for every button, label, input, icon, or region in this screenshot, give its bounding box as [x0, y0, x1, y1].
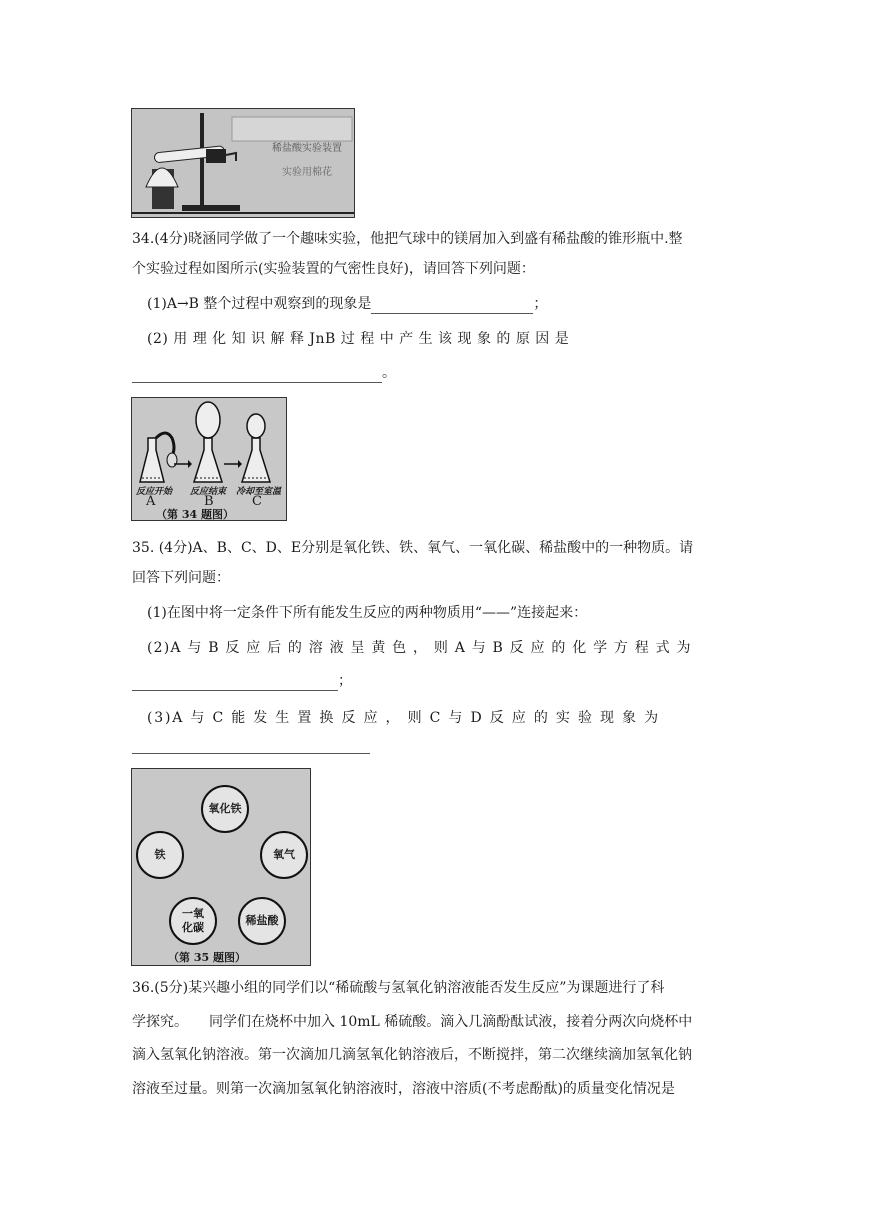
q34-sub1 — [147, 294, 547, 314]
q35-stem-line-1: 35. (4分)A、B、C、D、E分别是氧化铁、铁、氧气、一氧化碳、稀盐酸中的一种物质。请 — [132, 540, 694, 556]
substance-carbon-monoxide — [169, 897, 217, 945]
q34-sub2: (2) 用 理 化 知 识 解 释 JnB 过 程 中 产 生 该 现 象 的 原 因 是 — [147, 331, 570, 347]
q36-line-4: 溶液至过量。则第一次滴加氢氧化钠溶液时，溶液中溶质(不考虑酚酞)的质量变化情况是 — [132, 1081, 675, 1097]
q35-sub2-answer-blank[interactable] — [132, 674, 338, 691]
flask-c-letter: C — [252, 494, 262, 509]
q35-figure — [131, 768, 311, 966]
q35-figure-caption: （第 35 题图） — [168, 951, 246, 964]
substance-carbon-monoxide-line-2: 化碳 — [182, 921, 204, 934]
substance-iron: 铁 — [136, 831, 184, 879]
q35-sub3: (3)A 与 C 能 发 生 置 换 反 应 ， 则 C 与 D 反 应 的 实 验 现 象 为 — [147, 710, 660, 726]
q36-line-2: 学探究。 同学们在烧杯中加入 10mL 稀硫酸。滴入几滴酚酞试液，接着分两次向烧杯中 — [132, 1014, 693, 1030]
q35-stem-line-2: 回答下列问题： — [132, 570, 230, 586]
q35-sub2-suffix: ； — [338, 673, 352, 689]
q35-sub2: (2)A 与 B 反 应 后 的 溶 液 呈 黄 色 ， 则 A 与 B 反 应 的 化 学 方 程 式 为 — [147, 640, 692, 656]
q34-stem-line-2: 个实验过程如图所示(实验装置的气密性良好)，请回答下列问题： — [132, 261, 535, 277]
q35-sub3-answer-line — [132, 734, 370, 754]
q35-sub2-answer-line — [132, 671, 352, 691]
q34-sub2-suffix: 。 — [382, 365, 396, 381]
q34-stem-line-1: 34.(4分)晓涵同学做了一个趣味实验，他把气球中的镁屑加入到盛有稀盐酸的锥形瓶中.整 — [132, 231, 683, 247]
flask-b-label: 反应结束 — [190, 487, 227, 497]
substance-carbon-monoxide-line-1: 一氧 — [182, 907, 204, 920]
q34-sub2-answer-blank[interactable] — [132, 366, 382, 383]
q34-sub1-suffix: ； — [533, 296, 548, 312]
apparatus-figure — [131, 108, 355, 218]
flask-c-label: 冷却至室温 — [236, 487, 282, 497]
svg-text:实验用棉花: 实验用棉花 — [282, 167, 332, 178]
q34-sub2-answer-line — [132, 363, 396, 383]
q34-sub1-answer-blank[interactable] — [371, 297, 533, 314]
q34-sub1-text: (1)A→B 整个过程中观察到的现象是 — [147, 296, 372, 312]
q34-figure-caption: （第 34 题图） — [156, 508, 234, 521]
q35-sub3-answer-blank[interactable] — [132, 737, 370, 754]
q35-sub1: (1)在图中将一定条件下所有能发生反应的两种物质用“——”连接起来： — [147, 605, 588, 621]
q36-line-1: 36.(5分)某兴趣小组的同学们以“稀硫酸与氢氧化钠溶液能否发生反应”为课题进行了科 — [132, 980, 665, 996]
substance-iron-oxide: 氧化铁 — [201, 785, 249, 833]
q36-line-3: 滴入氢氧化钠溶液。第一次滴加几滴氢氧化钠溶液后，不断搅拌，第二次继续滴加氢氧化钠 — [132, 1047, 692, 1063]
flask-b-letter: B — [204, 494, 214, 509]
flask-a-letter: A — [146, 494, 156, 509]
svg-text:稀盐酸实验装置: 稀盐酸实验装置 — [272, 143, 342, 154]
q34-figure — [131, 397, 287, 521]
substance-oxygen: 氧气 — [260, 831, 308, 879]
flask-a-label: 反应开始 — [136, 487, 173, 497]
apparatus-drawing — [132, 109, 354, 217]
substance-dilute-hcl: 稀盐酸 — [238, 897, 286, 945]
